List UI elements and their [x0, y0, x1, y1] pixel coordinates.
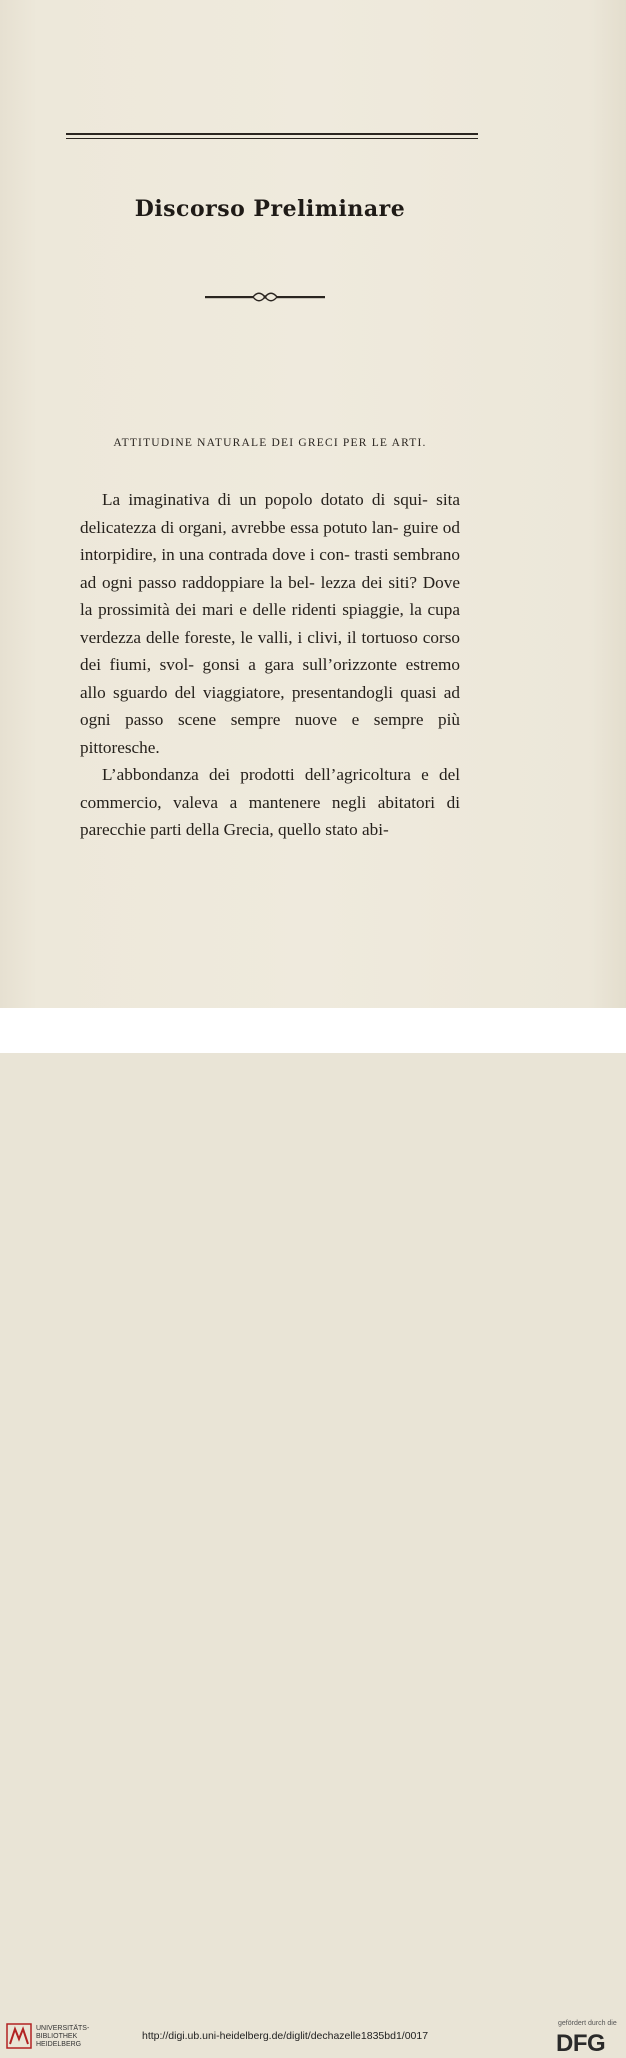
text-line: trasti sembrano ad ogni passo raddoppiare la bel-: [80, 545, 460, 592]
paragraph-1: [80, 486, 460, 761]
chapter-title: Discorso Preliminare: [134, 196, 406, 222]
paragraph-2: [80, 761, 460, 844]
text-line: del commercio, valeva a mantenere negli abitatori: [80, 765, 460, 812]
section-subheading: ATTITUDINE NATURALE DEI GRECI PER LE ARTI.: [113, 437, 427, 449]
text-line: di parecchie parti della Grecia, quello stato abi-: [80, 792, 460, 839]
text-line: viaggiatore, presentandogli quasi ad ogni passo: [80, 682, 461, 729]
ornament-divider-icon: [205, 290, 325, 304]
text-line: valli, i clivi, il tortuoso corso dei fiumi, svol-: [80, 627, 460, 674]
text-line: lezza dei siti? Dove la prossimità dei mari e delle: [80, 572, 460, 619]
dfg-logo[interactable]: DFG: [556, 2030, 606, 2057]
funding-caption: gefördert durch die: [558, 2020, 617, 2027]
text-line: guire od intorpidire, in una contrada dove i con-: [80, 517, 460, 564]
library-name: UNIVERSITÄTS- BIBLIOTHEK HEIDELBERG: [36, 2025, 90, 2048]
viewer-footer: [0, 1008, 626, 2057]
text-line: sita delicatezza di organi, avrebbe essa potuto lan-: [80, 490, 460, 537]
book-page: [0, 0, 626, 1008]
library-logo[interactable]: [6, 2021, 106, 2057]
text-line: La imaginativa di un popolo dotato di squi-: [102, 490, 437, 509]
text-line: gonsi a gara sull’orizzonte estremo allo sguardo del: [80, 655, 460, 702]
heidelberg-seal-icon: [6, 2023, 32, 2049]
top-double-rule: [66, 133, 478, 139]
text-line: ridenti spiaggie, la cupa verdezza delle foreste, le: [80, 600, 460, 647]
permalink-url[interactable]: http://digi.ub.uni-heidelberg.de/diglit/dechazelle1835bd1/0017: [142, 2030, 429, 2042]
body-text: [80, 486, 460, 844]
text-line: L’abbondanza dei prodotti dell’agricoltura e: [102, 765, 439, 784]
text-line: scene sempre nuove e sempre più pittoresche.: [80, 710, 461, 757]
